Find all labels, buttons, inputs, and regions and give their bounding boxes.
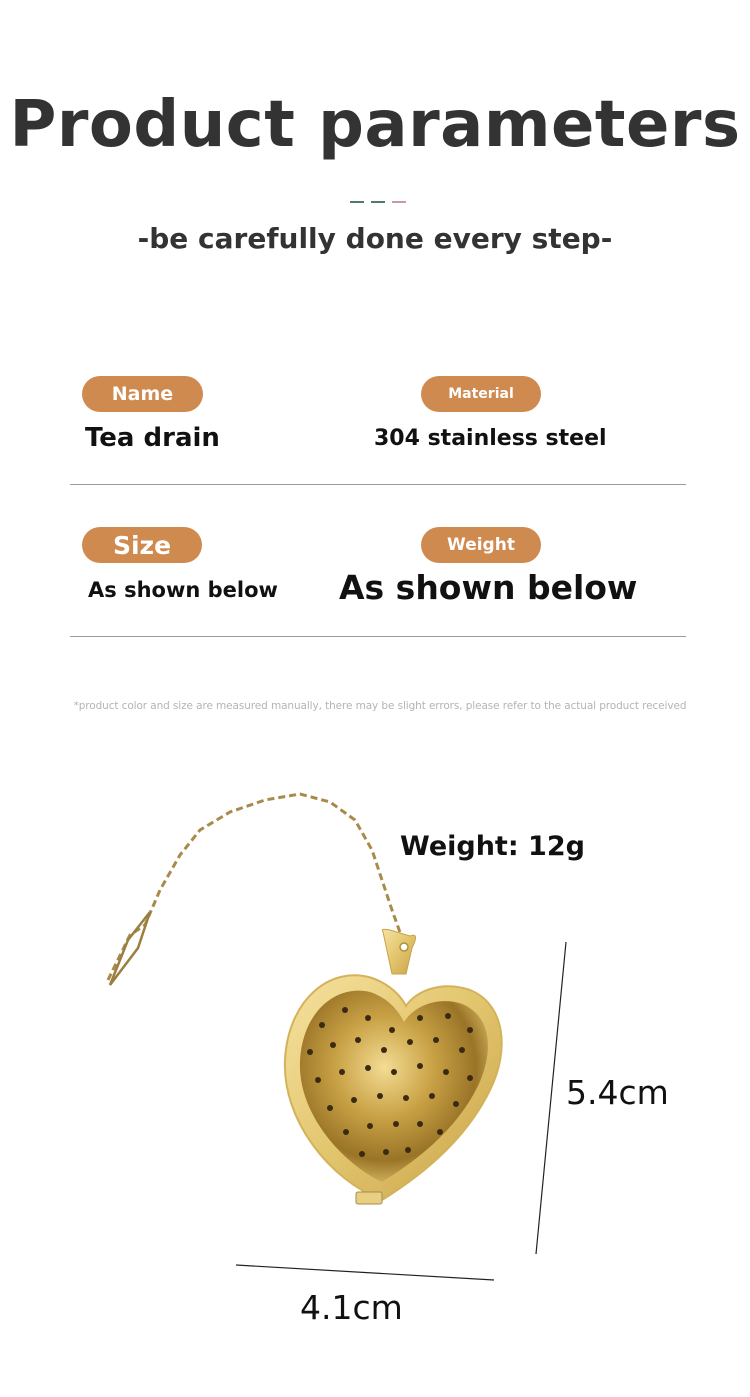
accent-dash-1	[350, 201, 364, 203]
height-text: 5.4cm	[566, 1073, 669, 1112]
divider-1	[70, 484, 686, 485]
size-value: As shown below	[88, 578, 278, 602]
width-text: 4.1cm	[300, 1288, 403, 1327]
width-dimension-line	[236, 1265, 494, 1280]
material-value: 304 stainless steel	[374, 426, 607, 451]
infuser-tab	[382, 929, 415, 974]
page-title: Product parameters	[9, 88, 741, 162]
weight-label-pill: Weight	[421, 527, 541, 563]
divider-2	[70, 636, 686, 637]
page-subtitle: -be carefully done every step-	[137, 222, 613, 255]
name-value: Tea drain	[85, 423, 220, 453]
size-label-pill: Size	[82, 527, 202, 563]
chain	[108, 794, 402, 985]
accent-dash-3	[392, 201, 406, 203]
measurement-note: *product color and size are measured manually, there may be slight errors, please refer to the actual product received	[73, 700, 687, 712]
height-dimension-line	[536, 942, 566, 1254]
tea-infuser-illustration	[0, 760, 750, 1397]
weight-text: Weight: 12g	[400, 831, 585, 862]
name-label-pill: Name	[82, 376, 203, 412]
weight-value: As shown below	[339, 568, 638, 607]
material-label-pill: Material	[421, 376, 541, 412]
hinge	[356, 1192, 382, 1204]
accent-dash-2	[371, 201, 385, 203]
